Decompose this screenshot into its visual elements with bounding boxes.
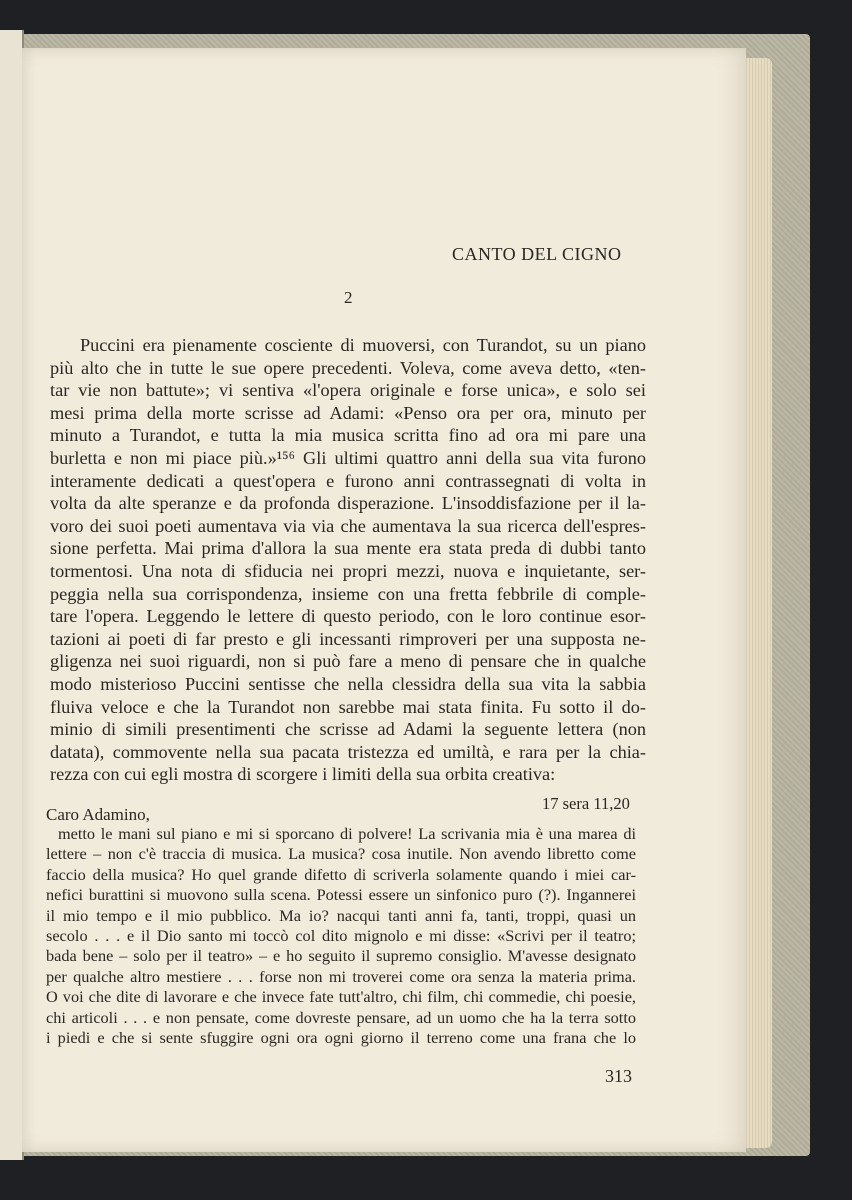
- paragraph-line: mesi prima della morte scrisse ad Adami: «Penso ora per ora, minuto per: [50, 402, 646, 423]
- book-page: [22, 48, 746, 1152]
- paragraph-line: volta da alte speranze e da profonda disperazione. L'insoddisfazione per il la-: [50, 493, 646, 514]
- letter-line: metto le mani sul piano e mi si sporcano di polvere! La scrivania mia è una marea di: [58, 824, 636, 843]
- paragraph-line: modo misterioso Puccini sentisse che nella clessidra della sua vita la sabbia: [50, 674, 646, 694]
- letter-dateline: 17 sera 11,20: [542, 794, 630, 813]
- letter-line: nefici burattini si muovono sulla scena. Potessi essere un sinfonico puro (?). Ingannerei: [46, 885, 636, 905]
- paragraph-line: tar vie non battute»; vi sentiva «l'opera originale e forse unica», e solo sei: [50, 380, 646, 401]
- letter-line: secolo . . . e il Dio santo mi toccò col dito mignolo e mi disse: «Scrivi per il teatro;: [46, 926, 636, 945]
- paragraph-line: burletta e non mi piace più.»¹⁵⁶ Gli ultimi quattro anni della sua vita furono: [50, 448, 646, 468]
- letter-line: il mio tempo e il mio pubblico. Ma io? nacqui tanti anni fa, tanti, troppi, quasi un: [46, 905, 636, 925]
- paragraph-line: più alto che in tutte le sue opere precedenti. Voleva, come aveva detto, «ten-: [50, 357, 646, 378]
- paragraph-line: minio di simili presentimenti che scrisse ad Adami la seguente lettera (non: [50, 719, 646, 740]
- letter-line: O voi che dite di lavorare e che invece fate tutt'altro, chi film, chi commedie, chi poesie,: [46, 987, 636, 1007]
- letter-line: chi articoli . . . e non pensate, come dovreste pensare, ad un uomo che ha la terra sotto: [46, 1007, 636, 1027]
- paragraph-line: interamente dedicati a quest'opera e furono anni contrassegnati di volta in: [50, 470, 646, 491]
- facing-page-edge: [0, 30, 24, 1160]
- section-number: 2: [344, 288, 353, 307]
- page-number: 313: [605, 1066, 632, 1086]
- letter-line: bada bene – solo per il teatro» – e ho seguito il supremo consiglio. M'avesse designato: [46, 946, 636, 966]
- paragraph-line: tazioni ai poeti di far presto e gli incessanti rimproveri per una supposta ne-: [50, 628, 646, 649]
- paragraph-line: voro dei suoi poeti aumentava via via che aumentava la sua ricerca dell'espres-: [50, 515, 646, 536]
- paragraph-line: gligenza nei suoi riguardi, non si può fare a meno di pensare che in qualche: [50, 651, 646, 672]
- paragraph-line: fluiva veloce e che la Turandot non sarebbe mai stata finita. Fu sotto il do-: [50, 696, 646, 717]
- letter-line: lettere – non c'è traccia di musica. La musica? cosa inutile. Non avendo libretto come: [46, 844, 636, 864]
- paragraph-line: tormentosi. Una nota di sfiducia nei propri mezzi, nuova e inquietante, ser-: [50, 561, 646, 581]
- paragraph-line: Puccini era pienamente cosciente di muoversi, con Turandot, su un piano: [80, 335, 646, 355]
- letter-line: faccio della musica? Ho quel grande difetto di scriverla solamente quando i miei car-: [46, 864, 636, 884]
- running-head: CANTO DEL CIGNO: [452, 244, 622, 264]
- paragraph-line: minuto a Turandot, e tutta la mia musica scritta fino ad ora mi pare una: [50, 425, 646, 446]
- paragraph-line: rezza con cui egli mostra di scorgere i limiti della sua orbita creativa:: [50, 764, 556, 785]
- letter-salutation: Caro Adamino,: [46, 805, 150, 824]
- paragraph-line: sione perfetta. Mai prima d'allora la sua mente era stata preda di dubbi tanto: [50, 538, 646, 559]
- paragraph-line: tare l'opera. Leggendo le lettere di questo periodo, con le loro continue esor-: [50, 606, 646, 627]
- letter-line: per qualche altro mestiere . . . forse non mi troverei come ora senza la materia prima.: [46, 966, 636, 986]
- paragraph-line: datata), commovente nella sua pacata tristezza ed umiltà, e rara per la chia-: [50, 741, 646, 762]
- letter-line: i piedi e che si sente sfuggire ogni ora ogni giorno il terreno come una frana che lo: [46, 1028, 636, 1047]
- paragraph-line: peggia nella sua corrispondenza, insieme con una fretta febbrile di comple-: [50, 583, 646, 604]
